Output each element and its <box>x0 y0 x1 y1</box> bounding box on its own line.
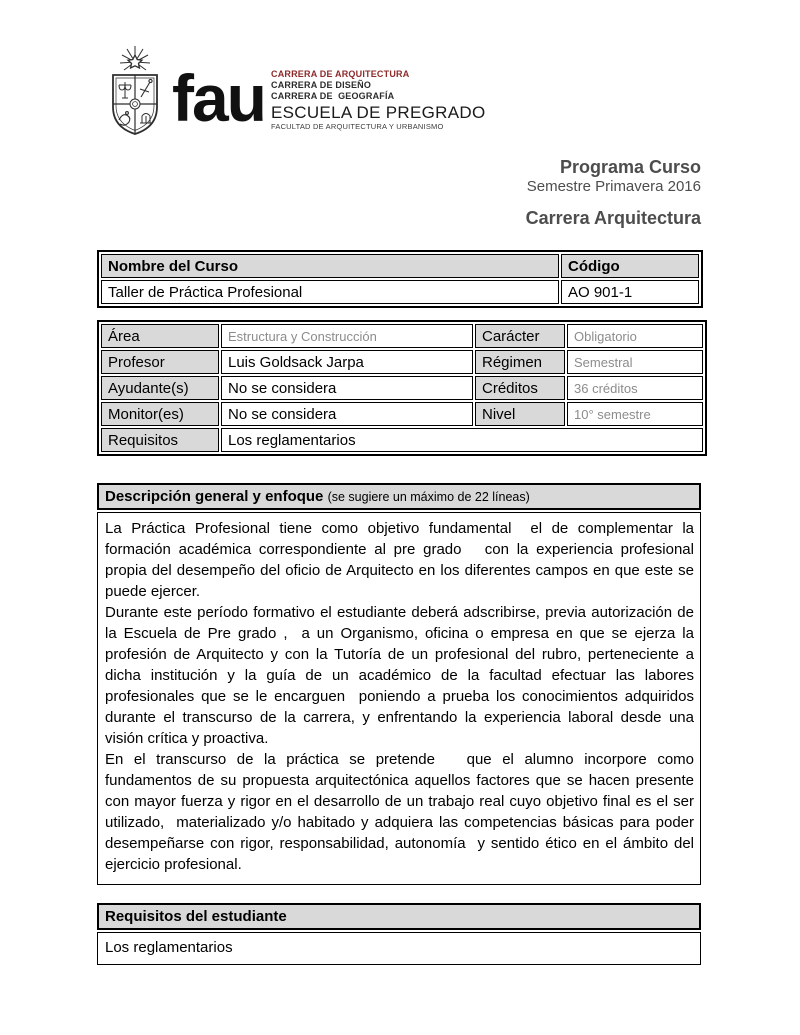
logo-career-line-geografia: CARRERA DE GEOGRAFÍA <box>271 91 395 101</box>
caracter-value: Obligatorio <box>567 324 703 348</box>
requisitos-label: Requisitos <box>101 428 219 452</box>
student-requirements-title: Requisitos del estudiante <box>105 908 287 925</box>
ayudante-label: Ayudante(s) <box>101 376 219 400</box>
student-requirements-header <box>97 903 701 930</box>
student-requirements-body <box>97 932 701 965</box>
logo-school-line: ESCUELA DE PREGRADO <box>271 103 486 122</box>
profesor-value: Luis Goldsack Jarpa <box>221 350 473 374</box>
program-title: Programa Curso <box>559 157 701 177</box>
table-row <box>101 376 703 400</box>
area-value: Estructura y Construcción <box>221 324 473 348</box>
description-paragraph: Durante este período formativo el estudiante deberá adscribirse, previa autorización de la Escuela de Pre grado , a un Organismo, oficina o empresa en que se ejerza la profesión de Arquitecto y con la Tutoría de un profesional del rubro, perteneciente a dicha institución y la guía de un académico de la facultad efectuar las labores profesionales que se le encarguen poniendo a prueba los conocimientos adquiridos durante el transcurso de la carrera, y enfrentando la experiencia laboral desde una visión crítica y proactiva. <box>105 604 699 747</box>
fau-wordmark: fau <box>172 61 265 135</box>
regimen-value: Semestral <box>567 350 703 374</box>
course-name-header: Nombre del Curso <box>101 254 559 278</box>
monitor-value: No se considera <box>221 402 473 426</box>
area-label: Área <box>101 324 219 348</box>
profesor-label: Profesor <box>101 350 219 374</box>
creditos-label: Créditos <box>475 376 565 400</box>
course-info-table <box>97 320 707 456</box>
nivel-label: Nivel <box>475 402 565 426</box>
student-requirements-value: Los reglamentarios <box>105 939 233 956</box>
logo-faculty-line: FACULTAD DE ARQUITECTURA Y URBANISMO <box>271 122 444 131</box>
course-name-table <box>97 250 703 308</box>
description-paragraph: La Práctica Profesional tiene como objetivo fundamental el de complementar la formación académica correspondiente al pre grado con la experiencia profesional propia del desempeño del oficio de Arquitecto en los diferentes campos en que este se puede ejercer. <box>105 520 699 600</box>
logo-career-line-diseno: CARRERA DE DISEÑO <box>271 80 372 90</box>
description-section-title: Descripción general y enfoque <box>105 488 324 505</box>
description-section-header <box>97 483 701 510</box>
nivel-value: 10° semestre <box>567 402 703 426</box>
course-code-header: Código <box>561 254 699 278</box>
logo-career-line-arquitectura: CARRERA DE ARQUITECTURA <box>271 69 410 79</box>
logo-text-block <box>271 69 485 131</box>
monitor-label: Monitor(es) <box>101 402 219 426</box>
table-row <box>101 402 703 426</box>
description-paragraph: En el transcurso de la práctica se pretende que el alumno incorpore como fundamentos de su propuesta arquitectónica aquellos factores que se hacen presente con mayor fuerza y rigor en el desarrollo de un trabajo real cuyo objetivo final es el ser utilizado, materializado y/o habitado y adquiera las competencias básicas para poder desempeñarse con rigor, responsabilidad, autonomía y sentido ético en el ámbito del ejercicio profesional. <box>105 751 699 873</box>
requisitos-value: Los reglamentarios <box>221 428 703 452</box>
university-logo <box>106 45 485 137</box>
caracter-label: Carácter <box>475 324 565 348</box>
creditos-value: 36 créditos <box>567 376 703 400</box>
description-body <box>97 512 701 885</box>
table-row <box>101 428 703 452</box>
university-seal-icon <box>106 45 164 137</box>
career-title: Carrera Arquitectura <box>525 208 701 228</box>
table-row <box>101 350 703 374</box>
description-section-hint: (se sugiere un máximo de 22 líneas) <box>327 490 530 504</box>
course-code-value: AO 901-1 <box>561 280 699 304</box>
semester-subtitle: Semestre Primavera 2016 <box>526 178 701 195</box>
document-heading <box>97 156 701 229</box>
regimen-label: Régimen <box>475 350 565 374</box>
course-name-value: Taller de Práctica Profesional <box>101 280 559 304</box>
table-row <box>101 324 703 348</box>
ayudante-value: No se considera <box>221 376 473 400</box>
